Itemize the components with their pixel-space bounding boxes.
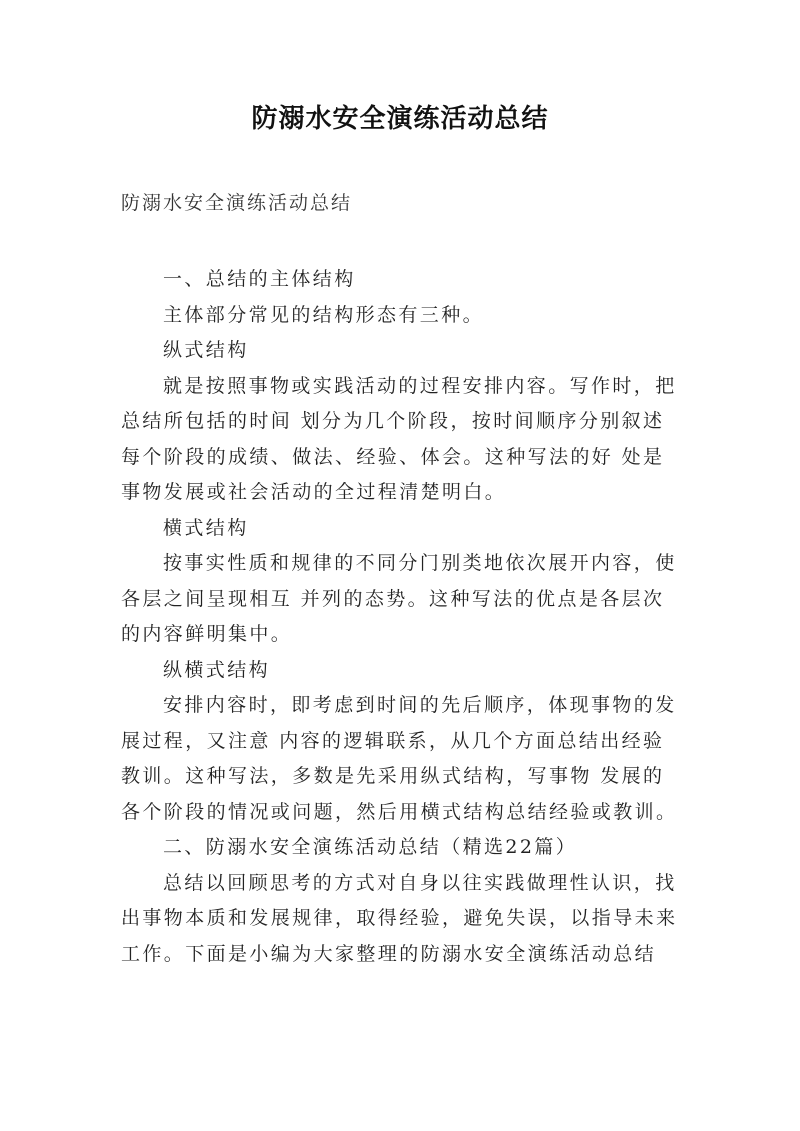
paragraph-line: 工作。下面是小编为大家整理的防溺水安全演练活动总结 <box>121 942 657 965</box>
paragraph-line: 出事物本质和发展规律，取得经验，避免失误，以指导未来 <box>121 907 678 929</box>
section-heading-summary: 二、防溺水安全演练活动总结（精选22篇） <box>163 836 578 858</box>
paragraph-line: 事物发展或社会活动的全过程清楚明白。 <box>121 481 507 503</box>
subheading-horizontal-structure: 横式结构 <box>163 516 249 539</box>
paragraph-line: 展过程，又注意 内容的逻辑联系，从几个方面总结出经验 <box>121 729 665 752</box>
paragraph-line: 按事实性质和规律的不同分门别类地依次展开内容，使 <box>163 552 677 574</box>
paragraph-line: 主体部分常见的结构形态有三种。 <box>163 303 485 326</box>
paragraph-line: 各个阶段的情况或问题，然后用横式结构总结经验或教训。 <box>121 800 678 823</box>
section-heading-main-structure: 一、总结的主体结构 <box>163 268 356 290</box>
paragraph-line: 安排内容时，即考虑到时间的先后顺序，体现事物的发 <box>163 694 677 716</box>
paragraph-line: 各层之间呈现相互 并列的态势。这种写法的优点是各层次 <box>121 587 665 610</box>
paragraph-line: 就是按照事物或实践活动的过程安排内容。写作时，把 <box>163 374 677 397</box>
paragraph-line: 总结以回顾思考的方式对自身以往实践做理性认识，找 <box>163 871 677 894</box>
document-subtitle: 防溺水安全演练活动总结 <box>121 192 353 214</box>
document-title: 防溺水安全演练活动总结 <box>251 104 549 134</box>
paragraph-line: 的内容鲜明集中。 <box>121 623 293 645</box>
document-body <box>121 262 689 972</box>
paragraph-line: 总结所包括的时间 划分为几个阶段，按时间顺序分别叙述 <box>121 410 665 432</box>
subheading-vertical-structure: 纵式结构 <box>163 339 249 361</box>
subheading-combined-structure: 纵横式结构 <box>163 658 271 681</box>
paragraph-line: 每个阶段的成绩、做法、经验、体会。这种写法的好 处是 <box>121 445 665 468</box>
paragraph-line: 教训。这种写法，多数是先采用纵式结构，写事物 发展的 <box>121 765 665 787</box>
